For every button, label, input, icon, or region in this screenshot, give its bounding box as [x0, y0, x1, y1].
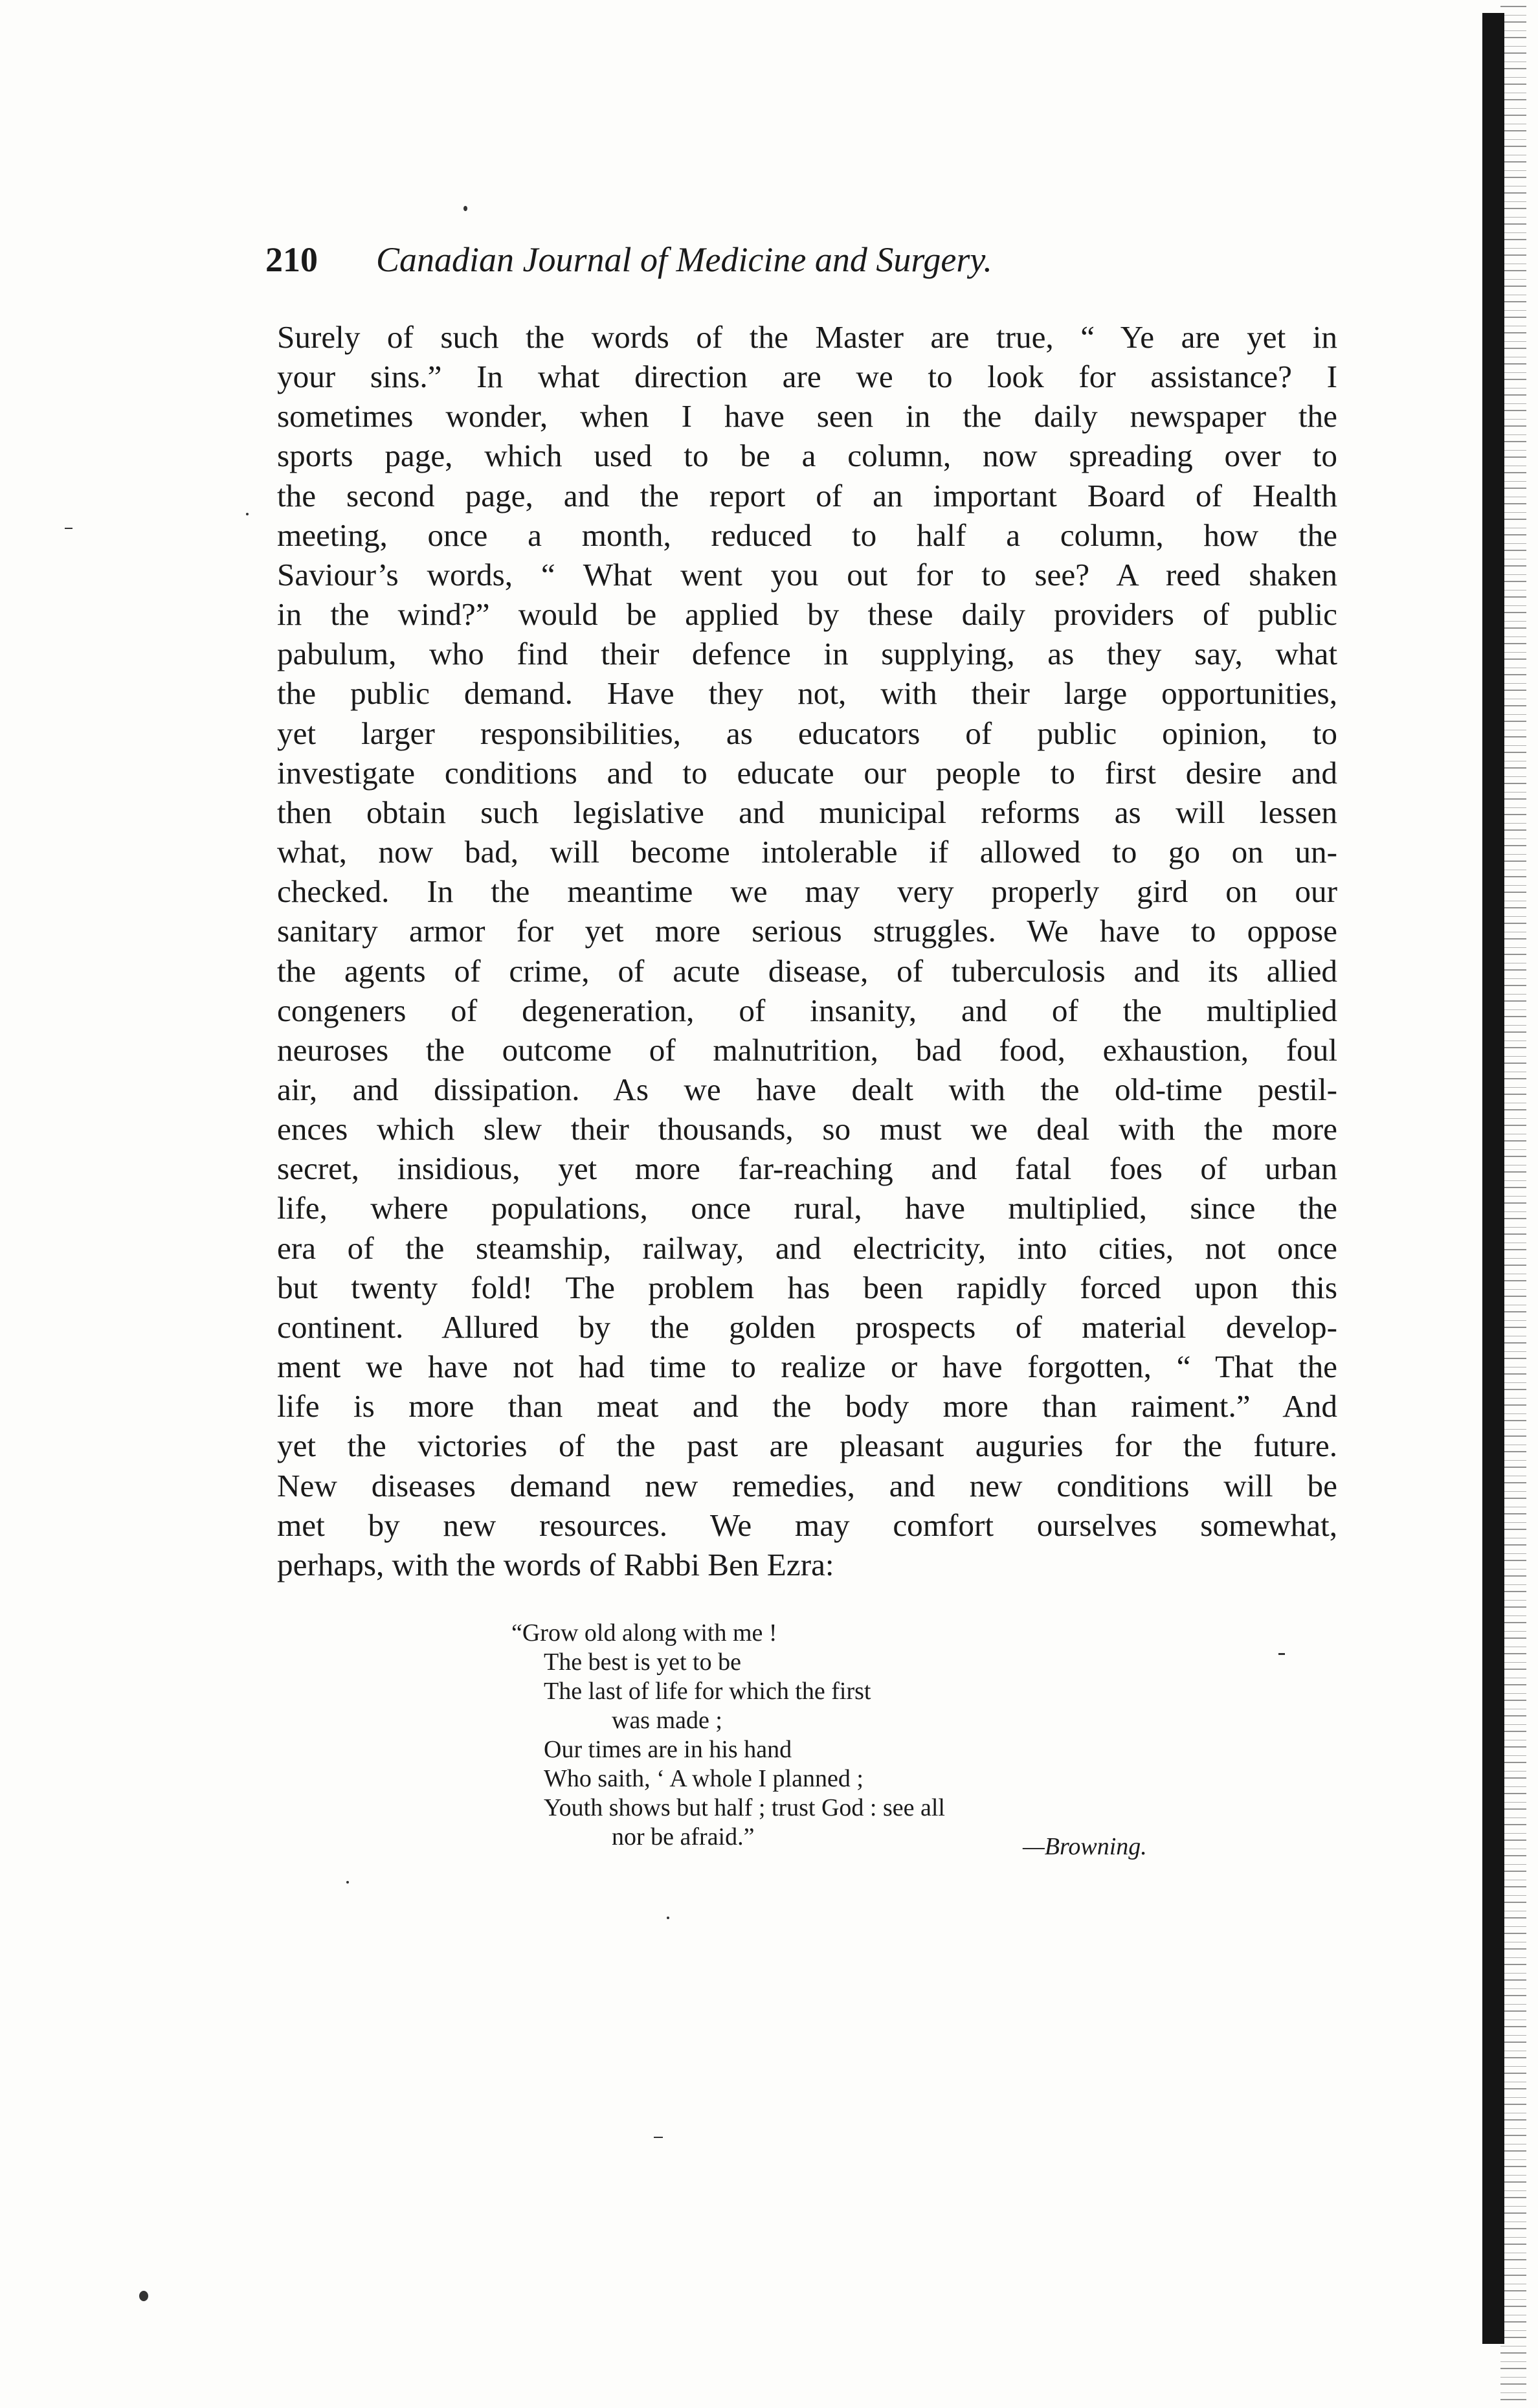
text-line: but twenty fold! The problem has been rapidly forced upon this — [277, 1269, 1337, 1305]
text-line: Saviour’s words, “ What went you out for to see? A reed shaken — [277, 556, 1337, 592]
page-number: 210 — [265, 240, 318, 279]
text-line: continent. Allured by the golden prospects of material develop- — [277, 1309, 1337, 1345]
scan-speck — [654, 2137, 663, 2138]
text-line: in the wind?” would be applied by these daily providers of public — [277, 596, 1337, 633]
text-line: then obtain such legislative and municipal reforms as will lessen — [277, 794, 1337, 830]
journal-title: Canadian Journal of Medicine and Surgery. — [376, 240, 992, 279]
page-edge-texture — [1500, 0, 1526, 2408]
scan-speck — [667, 1917, 669, 1919]
text-line: pabulum, who find their defence in supplying, as they say, what — [277, 636, 1337, 672]
text-line: congeners of degeneration, of insanity, and of the multiplied — [277, 992, 1337, 1028]
text-line: life, where populations, once rural, have multiplied, since the — [277, 1190, 1337, 1226]
poem-line: nor be afraid.” — [612, 1823, 755, 1851]
text-line: what, now bad, will become intolerable if allowed to go on un- — [277, 834, 1337, 870]
poem-line: The best is yet to be — [544, 1648, 741, 1676]
text-line: ences which slew their thousands, so must we deal with the more — [277, 1111, 1337, 1147]
poem-line: The last of life for which the first — [544, 1678, 871, 1705]
poem-line: “Grow old along with me ! — [511, 1619, 777, 1647]
text-line: checked. In the meantime we may very properly gird on our — [277, 873, 1337, 910]
poem-line: Our times are in his hand — [544, 1736, 792, 1763]
text-line: New diseases demand new remedies, and new conditions will be — [277, 1467, 1337, 1503]
scan-speck — [246, 513, 249, 515]
text-line: Surely of such the words of the Master are true, “ Ye are yet in — [277, 319, 1337, 355]
text-line: the second page, and the report of an important Board of Health — [277, 477, 1337, 513]
text-line: the agents of crime, of acute disease, of tuberculosis and its allied — [277, 952, 1337, 989]
text-line: perhaps, with the words of Rabbi Ben Ezra: — [277, 1546, 834, 1582]
scan-speck — [65, 528, 72, 529]
text-line: ment we have not had time to realize or have forgotten, “ That the — [277, 1349, 1337, 1385]
scan-speck — [1278, 1653, 1285, 1655]
text-line: secret, insidious, yet more far-reaching and fatal foes of urban — [277, 1151, 1337, 1187]
text-line: life is more than meat and the body more than raiment.” And — [277, 1388, 1337, 1424]
page-binding-edge — [1454, 0, 1538, 2408]
poem-quotation — [511, 1619, 1223, 1852]
body-paragraph — [277, 317, 1337, 1584]
text-line: era of the steamship, railway, and electricity, into cities, not once — [277, 1230, 1337, 1266]
scan-speck — [139, 2291, 148, 2301]
text-line: air, and dissipation. As we have dealt with the old-time pestil- — [277, 1071, 1337, 1107]
text-line: neuroses the outcome of malnutrition, bad food, exhaustion, foul — [277, 1031, 1337, 1068]
binding-strip — [1482, 13, 1504, 2344]
text-line: meeting, once a month, reduced to half a column, how the — [277, 517, 1337, 553]
text-line: yet the victories of the past are pleasant auguries for the future. — [277, 1428, 1337, 1464]
poem-attribution: —Browning. — [1023, 1833, 1147, 1860]
text-line: the public demand. Have they not, with their large opportunities, — [277, 675, 1337, 712]
running-header — [265, 240, 1172, 291]
text-line: investigate conditions and to educate our people to first desire and — [277, 754, 1337, 791]
text-line: sports page, which used to be a column, now spreading over to — [277, 438, 1337, 474]
poem-line: Who saith, ‘ A whole I planned ; — [544, 1765, 864, 1792]
scan-speck — [463, 206, 467, 211]
text-line: met by new resources. We may comfort ourselves somewhat, — [277, 1507, 1337, 1543]
text-line: sometimes wonder, when I have seen in the daily newspaper the — [277, 398, 1337, 434]
poem-line: Youth shows but half ; trust God : see all — [544, 1794, 945, 1821]
poem-line: was made ; — [612, 1707, 722, 1734]
scan-speck — [346, 1881, 349, 1884]
text-line: your sins.” In what direction are we to look for assistance? I — [277, 359, 1337, 395]
text-line: sanitary armor for yet more serious struggles. We have to oppose — [277, 913, 1337, 949]
text-line: yet larger responsibilities, as educators of public opinion, to — [277, 715, 1337, 751]
